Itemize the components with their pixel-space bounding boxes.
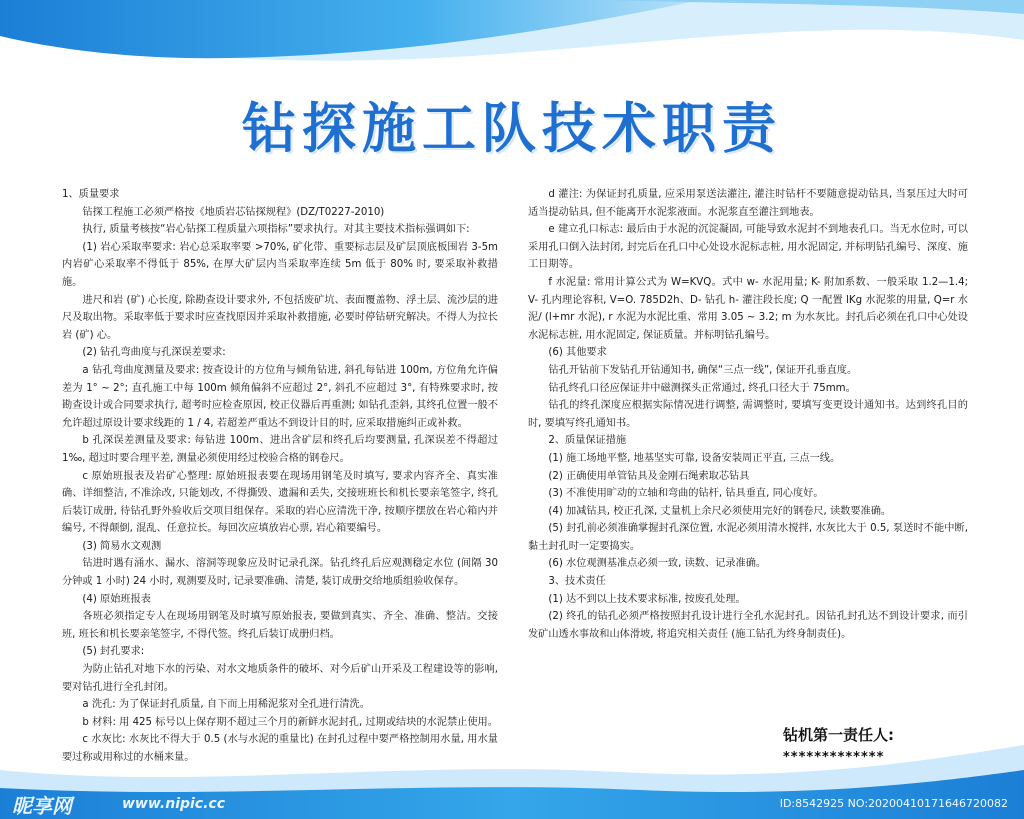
right-paragraph: (3) 不准使用旷动的立轴和弯曲的钻杆, 钻具垂直, 同心度好。 xyxy=(548,488,824,500)
right-paragraph: (5) 封孔前必须准确掌握封孔深位置, 水泥必须用清水搅拌, 水灰比大于 0.5, 泵送时不能中断, 黏土封孔时一定要捣实。 xyxy=(528,523,968,552)
left-paragraph: (5) 封孔要求: xyxy=(82,646,145,658)
watermark-url: www.nipic.cc xyxy=(122,796,226,812)
page-title: 钻探施工队技术职责 xyxy=(242,97,782,160)
left-paragraph: (1) 岩心采取率要求: 岩心总采取率要 >70%, 矿化带、重要标志层及矿层顶底板围岩 3-5m 内岩矿心采取率不得低于 85%, 在厚大矿层内当采取率连续 5m 低于 80% 时, 要采取补救措施。 xyxy=(62,241,498,288)
left-paragraph: b 材料: 用 425 标号以上保存期不超过三个月的新鲜水泥封孔, 过期或结块的水泥禁止使用。 xyxy=(82,716,498,728)
right-column xyxy=(528,186,968,643)
left-paragraph: (4) 原始班报表 xyxy=(82,593,151,605)
right-paragraph: 钻孔开钻前下发钻孔开钻通知书, 确保“三点一线”, 保证开孔垂直度。 xyxy=(548,364,858,376)
left-paragraph: 钻探工程施工必须严格按《地质岩芯钻探规程》(DZ/T0227-2010) xyxy=(82,206,385,218)
signature-placeholder: ************* xyxy=(783,750,885,765)
watermark-logo: 昵享网 xyxy=(12,794,72,818)
left-paragraph: c 水灰比: 水灰比不得大于 0.5 (水与水泥的重量比) 在封孔过程中要严格控制用水量, 用水量要过称或用称过的水桶来量。 xyxy=(62,734,498,763)
right-paragraph: 钻孔的终孔深度应根据实际情况进行调整, 需调整时, 要填写变更设计通知书。达到终孔目的时, 要填写终孔通知书。 xyxy=(528,400,968,429)
right-paragraph: 钻孔终孔口径应保证井中磁测探头正常通过, 终孔口径大于 75mm。 xyxy=(548,382,856,394)
right-paragraph: (1) 施工场地平整, 地基坚实可靠, 设备安装周正平直, 三点一线。 xyxy=(548,452,841,464)
right-paragraph: d 灌注: 为保证封孔质量, 应采用泵送法灌注, 灌注时钻杆不要随意提动钻具, 当泵压过大时可适当提动钻具, 但不能离开水泥浆液面。水泥浆直至灌注到地表。 xyxy=(528,189,968,218)
right-paragraph: 3、技术责任 xyxy=(548,576,606,588)
left-paragraph: 钻进时遇有涌水、漏水、溶洞等现象应及时记录孔深。钻孔终孔后应观测稳定水位 (间隔 30 分钟或 1 小时) 24 小时, 观测要及时, 记录要准确、清楚, 装订成册交给地质组验收保存。 xyxy=(62,558,498,588)
right-paragraph: (6) 水位观测基准点必须一致, 读数、记录准确。 xyxy=(548,558,767,570)
right-paragraph: (2) 终孔的钻孔必须严格按照封孔设计进行全孔水泥封孔。因钻孔封孔达不到设计要求, 而引发矿山透水事故和山体滑坡, 将追究相关责任 (施工钻孔为终身制责任)。 xyxy=(528,611,968,640)
right-paragraph: f 水泥量: 常用计算公式为 W=KVQ。式中 w- 水泥用量; K- 附加系数、一般采取 1.2—1.4; V- 孔内理论容积, V=O. 785D2h、D- 钻孔 h- 灌注段长度; Q 一配置 lKg 水泥浆的用量, Q=r 水泥/ (l+mr 水泥), r 水泥为水泥比重、常用 3.05 ~ 3.2; m 为水灰比。封孔后必须在孔口中心处设水泥标志桩, 用水泥固定, 保证质量。并标明钻孔编号。 xyxy=(528,276,968,341)
right-paragraph: (2) 正确使用单管钻具及金刚石绳索取芯钻具 xyxy=(548,470,750,482)
left-paragraph: b 孔深误差测量及要求: 每钻进 100m、进出含矿层和终孔后均要测量, 孔深误差不得超过 1‰, 超过时要合理平差, 测量必须使用经过校验合格的钢卷尺。 xyxy=(62,435,498,464)
right-paragraph: (4) 加减钻具, 校正孔深, 丈量机上余尺必须使用完好的钢卷尺, 读数要准确。 xyxy=(548,505,892,517)
left-paragraph: 1、质量要求 xyxy=(62,189,120,200)
right-paragraph: (1) 达不到以上技术要求标准, 按废孔处理。 xyxy=(548,593,746,605)
left-column xyxy=(62,186,498,767)
right-paragraph: (6) 其他要求 xyxy=(548,347,607,359)
left-paragraph: 进尺和岩 (矿) 心长度, 除勘查设计要求外, 不包括废矿坑、表面覆盖物、浮土层、流沙层的进尺及取出物。采取率低于要求时应查找原因并采取补救措施, 必要时停钻研究解决。不得人为拉长岩 (矿) 心。 xyxy=(62,294,498,341)
right-paragraph: 2、质量保证措施 xyxy=(548,435,627,447)
left-paragraph: 各班必须指定专人在现场用钢笔及时填写原始报表, 要做到真实、齐全、准确、整洁。交接班, 班长和机长要亲笔签字, 不得代签。终孔后装订成册归档。 xyxy=(62,611,498,640)
left-paragraph: c 原始班报表及岩矿心整理: 原始班报表要在现场用钢笔及时填写, 要求内容齐全、真实准确、详细整洁, 不准涂改, 只能划改, 不得撕毁、遗漏和丢失, 交接班班长和机长要亲笔签字, 终孔后装订成册, 待钻孔野外验收后交项目组保存。采取的岩心应清洗干净, 按顺序摆放在岩心箱内并编号, 不得颠倒, 混乱、任意拉长。每回次应填放岩心票, 岩心箱要编号。 xyxy=(62,470,498,535)
right-paragraph: e 建立孔口标志: 最后由于水泥的沉淀凝固, 可能导致水泥封不到地表孔口。当无水位时, 可以采用孔口倒入法封闭, 封完后在孔口中心处设水泥标志桩, 用水泥固定, 并标明钻孔编号、深度、施工日期等。 xyxy=(528,224,968,271)
left-paragraph: (2) 钻孔弯曲度与孔深误差要求: xyxy=(82,347,226,359)
watermark-id: ID:8542925 NO:20200410171646720082 xyxy=(779,797,1008,810)
left-paragraph: a 洗孔: 为了保证封孔质量, 自下而上用稀泥浆对全孔进行清洗。 xyxy=(82,699,370,711)
left-paragraph: (3) 简易水文观测 xyxy=(82,540,162,552)
left-paragraph: 为防止钻孔对地下水的污染、对水文地质条件的破坏、对今后矿山开采及工程建设等的影响, 要对钻孔进行全孔封闭。 xyxy=(62,664,498,693)
responsible-person-label: 钻机第一责任人: xyxy=(783,726,894,744)
left-paragraph: a 钻孔弯曲度测量及要求: 按查设计的方位角与倾角钻进, 斜孔每钻进 100m, 方位角允许偏差为 1° ~ 2°; 直孔施工中每 100m 倾角偏斜不应超过 2°, 斜孔不应超过 3°, 有特殊要求时, 按勘查设计或合同要求执行, 超考时应检查原因, 校正仪器后再重测; 如钻孔歪斜, 其终孔位置一般不允许超过原设计要求线距的 1 / 4, 若超差严重达不到设计目的时, 应采取措施纠正或补救。 xyxy=(62,364,498,429)
left-paragraph: 执行, 质量考核按“岩心钻探工程质量六项指标”要求执行。对其主要技术指标强调如下: xyxy=(82,224,470,236)
